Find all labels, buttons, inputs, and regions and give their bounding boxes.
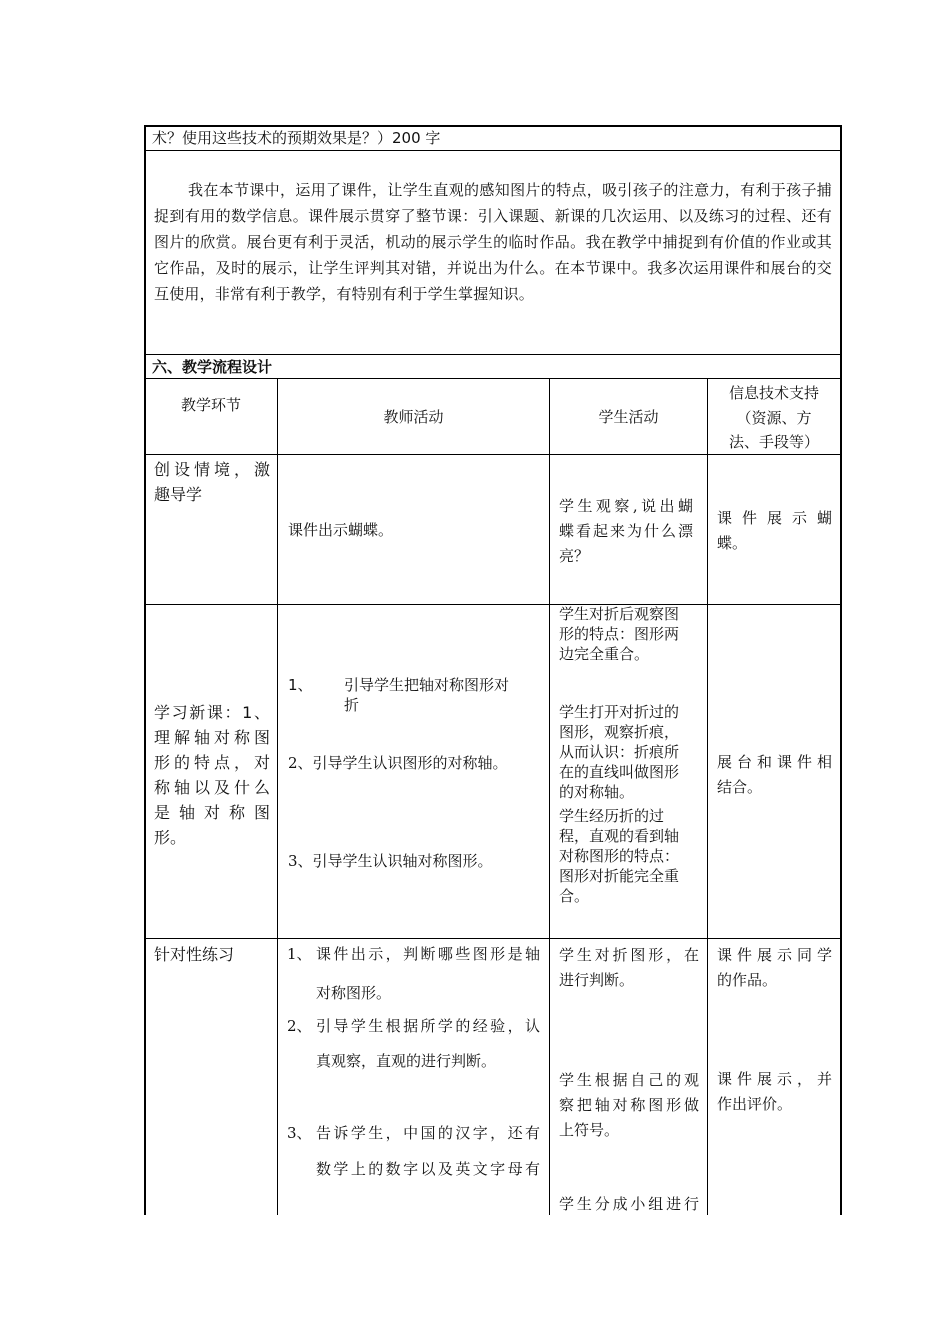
row2-student-a-line3: 边完全重合。 [559, 645, 650, 663]
row2-teacher-1-line1: 引导学生把轴对称图形对 [344, 676, 510, 694]
row2-student-b-line4: 在的直线叫做图形 [559, 763, 680, 781]
header-tech-line2: （资源、方 [736, 409, 812, 427]
row2-student-a-line1: 学生对折后观察图 [559, 605, 680, 623]
row2-student-b-line2: 图形，观察折痕， [559, 723, 680, 741]
row3-tech-a-line2: 的作品。 [717, 971, 778, 989]
row3-teacher-3-line1: 告诉学生，中国的汉字，还有 [316, 1124, 540, 1142]
row2-student-c-line5: 合。 [559, 887, 590, 905]
row2-stage-line4: 称轴以及什么 [154, 778, 270, 797]
row3-student-c-line1: 学生分成小组进行 [559, 1195, 699, 1213]
row2-student-c-line2: 程，直观的看到轴 [559, 827, 680, 845]
row2-stage-line3: 形的特点，对 [154, 753, 270, 772]
row3-teacher-2-line2: 真观察，直观的进行判断。 [316, 1052, 497, 1070]
section-title: 六、教学流程设计 [152, 358, 273, 376]
row3-teacher-2-num: 2、 [287, 1017, 312, 1035]
row2-stage-line2: 理解轴对称图 [154, 728, 270, 747]
header-teacher: 教师活动 [383, 408, 444, 426]
column-divider [707, 378, 708, 1215]
column-divider [549, 378, 550, 1215]
row1-tech-line2: 蝶。 [717, 534, 748, 552]
row2-student-b-line1: 学生打开对折过的 [559, 703, 680, 721]
row1-stage-line2: 趣导学 [154, 485, 203, 504]
row2-stage-line1: 学习新课：1、 [154, 703, 270, 722]
row-divider [144, 604, 842, 605]
row1-student-line3: 亮？ [559, 547, 590, 565]
row3-tech-a-line1: 课件展示同学 [717, 946, 832, 964]
row2-stage-line6: 形。 [154, 828, 187, 847]
column-divider [277, 378, 278, 1215]
row2-teacher-2: 2、引导学生认识图形的对称轴。 [288, 754, 508, 772]
row3-tech-b-line1: 课件展示，并 [717, 1070, 832, 1088]
row2-student-c-line4: 图形对折能完全重 [559, 867, 680, 885]
row3-teacher-1-num: 1、 [287, 945, 312, 963]
header-stage: 教学环节 [180, 396, 241, 414]
row2-student-c-line3: 对称图形的特点： [559, 847, 680, 865]
row3-student-a-line2: 进行判断。 [559, 971, 635, 989]
header-student: 学生活动 [598, 408, 659, 426]
row3-student-b-line1: 学生根据自己的观 [559, 1071, 699, 1089]
row3-teacher-1-line2: 对称图形。 [316, 984, 392, 1002]
row2-student-a-line2: 形的特点：图形两 [559, 625, 680, 643]
row3-student-b-line3: 上符号。 [559, 1121, 620, 1139]
row3-stage: 针对性练习 [154, 945, 235, 964]
row2-teacher-1-line2: 折 [344, 696, 360, 714]
header-tech-line3: 法、手段等） [728, 433, 819, 451]
row2-teacher-3: 3、引导学生认识轴对称图形。 [288, 852, 493, 870]
row3-teacher-3-num: 3、 [287, 1124, 312, 1142]
row2-student-b-line3: 从而认识：折痕所 [559, 743, 680, 761]
row3-teacher-1-line1: 课件出示，判断哪些图形是轴 [316, 945, 540, 963]
row1-stage-line1: 创设情境，激 [154, 460, 270, 479]
row3-student-b-line2: 察把轴对称图形做 [559, 1096, 699, 1114]
row2-student-b-line5: 的对称轴。 [559, 783, 635, 801]
row3-tech-b-line2: 作出评价。 [717, 1095, 793, 1113]
row2-tech-line2: 结合。 [717, 778, 763, 796]
row3-teacher-2-line1: 引导学生根据所学的经验，认 [316, 1017, 540, 1035]
row1-teacher: 课件出示蝴蝶。 [288, 521, 394, 539]
body-paragraph: 我在本节课中，运用了课件，让学生直观的感知图片的特点，吸引孩子的注意力，有利于孩子捕捉到有用的数学信息。课件展示贯穿了整节课：引入课题、新课的几次运用、以及练习的过程、还有图片的欣赏。展台更有利于灵活，机动的展示学生的临时作品。我在教学中捕捉到有价值的作业或其它作品，及时的展示，让学生评判其对错，并说出为什么。在本节课中。我多次运用课件和展台的交互使用，非常有利于教学，有特别有利于学生掌握知识。 [154, 181, 832, 303]
row1-student-line2: 蝶看起来为什么漂 [559, 522, 693, 540]
row-divider [144, 938, 842, 939]
header-tech-line1: 信息技术支持 [728, 384, 819, 402]
row1-student-line1: 学生观察,说出蝴 [559, 497, 693, 515]
row2-tech-line1: 展台和课件相 [717, 753, 832, 771]
row2-teacher-1-num: 1、 [288, 676, 313, 694]
row3-student-a-line1: 学生对折图形，在 [559, 946, 699, 964]
question-tail: 术？使用这些技术的预期效果是？）200 字 [152, 129, 441, 147]
row2-stage-line5: 是轴对称图 [154, 803, 270, 822]
row1-tech-line1: 课件展示蝴 [717, 509, 832, 527]
row3-teacher-3-line2: 数学上的数字以及英文字母有 [316, 1160, 540, 1178]
row2-student-c-line1: 学生经历折的过 [559, 807, 665, 825]
